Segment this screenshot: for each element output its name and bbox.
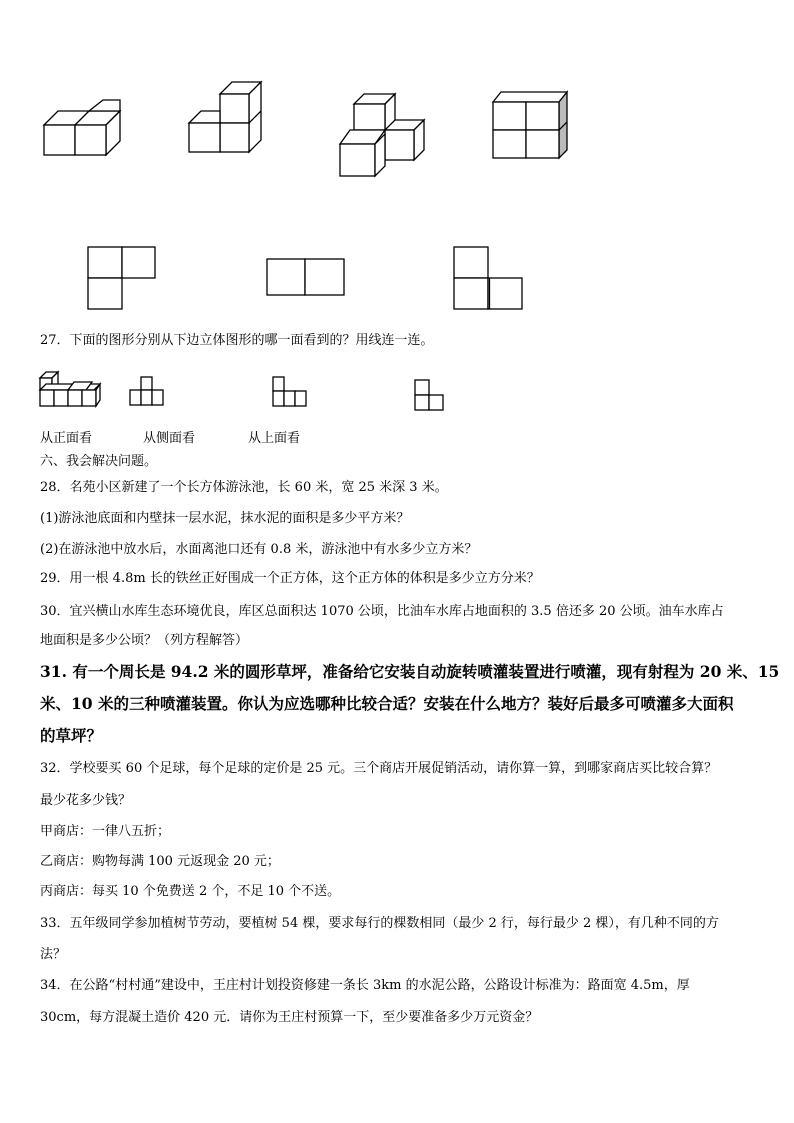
question-32-shop-a: 甲商店：一律八五折； bbox=[40, 824, 171, 839]
question-32-line-2: 最少花多少钱？ bbox=[40, 793, 132, 808]
question-27: 27．下面的图形分别从下边立体图形的哪一面看到的？用线连一连。 bbox=[40, 333, 434, 348]
question-33-line-1: 33．五年级同学参加植树节劳动，要植树 54 棵，要求每行的棵数相同（最少 2 行，每行最少 2 棵），有几种不同的方 bbox=[40, 916, 719, 931]
q27-view-a bbox=[130, 375, 166, 407]
question-32-shop-c: 丙商店：每买 10 个免费送 2 个，不足 10 个不送。 bbox=[40, 884, 341, 899]
section-heading: 六、我会解决问题。 bbox=[40, 454, 158, 469]
question-31-line-3: 的草坪？ bbox=[40, 726, 103, 745]
q27-view-b bbox=[273, 375, 309, 409]
solid-figure-4 bbox=[493, 92, 569, 160]
solid-figure-2 bbox=[189, 82, 265, 156]
q27-view-c bbox=[415, 378, 447, 412]
question-34-line-1: 34．在公路“村村通”建设中，王庄村计划投资修建一条长 3km 的水泥公路，公路设计标准为：路面宽 4.5m，厚 bbox=[40, 978, 690, 993]
question-31-line-1: 31. 有一个周长是 94.2 米的圆形草坪，准备给它安装自动旋转喷灌装置进行喷灌，现有射程为 20 米、15 bbox=[40, 662, 780, 681]
view-label-front: 从正面看 bbox=[40, 431, 93, 446]
question-30-line-2: 地面积是多少公顷？（列方程解答） bbox=[40, 633, 249, 648]
question-34-line-2: 30cm，每方混凝土造价 420 元．请你为王庄村预算一下，至少要准备多少万元资金？ bbox=[40, 1010, 539, 1025]
view-figure-1 bbox=[88, 247, 158, 311]
question-33-line-2: 法？ bbox=[40, 947, 67, 962]
question-32-line-1: 32．学校要买 60 个足球，每个足球的定价是 25 元。三个商店开展促销活动，请你算一算，到哪家商店买比较合算？ bbox=[40, 761, 718, 776]
question-32-shop-b: 乙商店：购物每满 100 元返现金 20 元； bbox=[40, 854, 280, 869]
view-figure-2 bbox=[267, 259, 347, 297]
q27-solid-figure bbox=[40, 368, 102, 410]
solid-figure-3 bbox=[340, 92, 430, 178]
question-30-line-1: 30．宜兴横山水库生态环境优良，库区总面积达 1070 公顷，比油车水库占地面积的 3.5 倍还多 20 公顷。油车水库占 bbox=[40, 604, 724, 619]
view-label-top: 从上面看 bbox=[248, 431, 301, 446]
solid-figure-1 bbox=[44, 103, 124, 157]
view-figure-3 bbox=[454, 247, 526, 311]
question-31-line-2: 米、10 米的三种喷灌装置。你认为应选哪种比较合适？安装在什么地方？装好后最多可喷灌多大面积 bbox=[40, 694, 734, 713]
question-29: 29．用一根 4.8m 长的铁丝正好围成一个正方体，这个正方体的体积是多少立方分米？ bbox=[40, 571, 540, 586]
view-label-side: 从侧面看 bbox=[143, 431, 196, 446]
question-28-part-2: (2)在游泳池中放水后，水面离池口还有 0.8 米，游泳池中有水多少立方米？ bbox=[40, 542, 478, 557]
question-28-part-1: (1)游泳池底面和内壁抹一层水泥，抹水泥的面积是多少平方米？ bbox=[40, 511, 410, 526]
question-28-stem: 28．名苑小区新建了一个长方体游泳池，长 60 米，宽 25 米深 3 米。 bbox=[40, 480, 448, 495]
